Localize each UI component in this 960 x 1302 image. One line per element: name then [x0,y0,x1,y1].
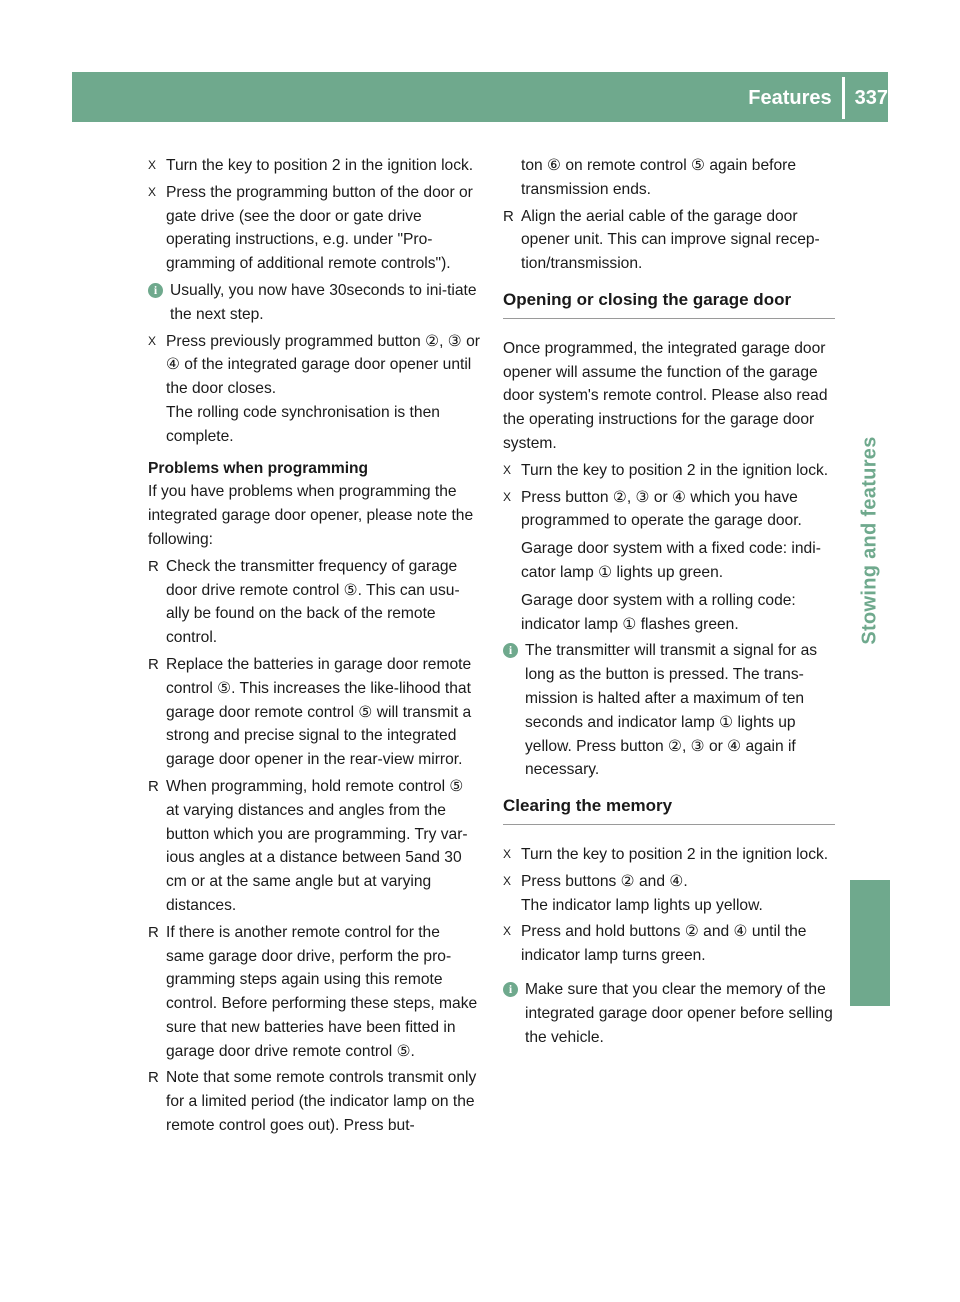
info-icon: i [503,982,518,997]
bullet-text: If there is another remote control for the same garage door drive, perform the pro-gramming steps again using this remote control. Before performing these steps, make sure that new batteries have been fitted in garage door drive remote control ⑤. [166,923,478,1060]
info-icon: i [148,283,163,298]
bullet-text: When programming, hold remote control ⑤ at varying distances and angles from the button which you are programming. Try var-ious angles at a distance between 5and 30 cm or at the same angle but at varying distances. [166,777,468,914]
bullet-item [148,653,480,772]
step-text: Turn the key to position 2 in the ignition lock. [166,157,474,174]
bullet-icon: R [148,1069,159,1087]
step-result: Garage door system with a rolling code: indicator lamp ① flashes green. [521,591,796,633]
step-text: Turn the key to position 2 in the ignition lock. [521,461,829,479]
step-text: Press button ②, ③ or ④ which you have programmed to operate the garage door. [521,488,802,530]
bullet-text: Replace the batteries in garage door remote control ⑤. This increases the like-lihood that garage door remote control ⑤ will transmit a strong and precise signal to the integrated garage door opener in the rear-view mirror. [166,655,472,769]
bullet-text: ton ⑥ on remote control ⑤ again before transmission ends. [521,157,797,198]
bullet-item [148,775,480,918]
section-heading: Problems when programming [148,459,369,477]
step-item [148,330,480,449]
info-note [503,639,835,782]
bullet-icon: R [503,207,514,225]
paragraph: If you have problems when programming the integrated garage door opener, please note the following: [148,483,474,548]
bullet-text: Note that some remote controls transmit only for a limited period (the indicator lamp on the remote control goes out). Press but- [166,1069,477,1135]
step-item [503,459,835,483]
step-arrow-icon: X [148,333,157,348]
section-title: Features [748,86,832,109]
section-heading: Opening or closing the garage door [503,288,835,319]
bullet-item [148,921,480,1064]
step-item [148,154,480,178]
step-text: Press the programming button of the door or gate drive (see the door or gate drive operating instructions, e.g. under "Pro-gramming of additional remote controls"). [166,183,473,273]
step-arrow-icon: X [148,184,157,199]
bullet-icon: R [148,777,159,795]
step-text: Press previously programmed button ②, ③ or ④ of the integrated garage door opener until the door closes. [166,332,480,398]
info-note [503,978,835,1049]
side-tab-label: Stowing and features [858,435,881,645]
header-divider [842,77,845,119]
section-heading: Clearing the memory [503,794,835,825]
step-text: Turn the key to position 2 in the ignition lock. [521,845,829,863]
bullet-text: Align the aerial cable of the garage door opener unit. This can improve signal recep-tion/transmission. [521,207,820,273]
bullet-icon: R [148,923,159,941]
step-arrow-icon: X [503,846,512,861]
step-text: Press and hold buttons ② and ④ until the indicator lamp turns green. [521,923,807,965]
step-arrow-icon: X [503,462,512,477]
bullet-icon: R [148,557,159,575]
bullet-continuation [503,154,835,202]
side-block [850,880,890,1006]
right-column [503,154,835,1052]
page-number: 337 [854,86,888,109]
info-icon: i [503,643,518,658]
step-item [148,181,480,276]
bullet-item [148,555,480,650]
step-item [503,486,835,637]
step-arrow-icon: X [503,924,512,939]
step-item [503,870,835,918]
step-item [503,920,835,968]
step-arrow-icon: X [503,873,512,888]
info-text: The transmitter will transmit a signal for as long as the button is pressed. The trans-mission is halted after a maximum of ten seconds and indicator lamp ① lights up yellow. Press button ②, ③ or ④ again if necessary. [525,642,818,779]
header-section [688,78,888,118]
step-result: Garage door system with a fixed code: indi-cator lamp ① lights up green. [521,540,821,581]
bullet-item [148,1066,480,1137]
step-result: The indicator lamp lights up yellow. [521,896,763,914]
left-column [148,154,480,1141]
step-arrow-icon: X [503,489,512,504]
step-result: The rolling code synchronisation is then complete. [166,403,440,445]
side-tab [850,240,890,840]
step-text: Press buttons ② and ④. [521,872,688,890]
paragraph: Once programmed, the integrated garage door opener will assume the function of the garage door system's remote control. Please also read the operating instructions for the garage door system. [503,339,828,452]
step-arrow-icon: X [148,158,157,172]
info-text: Make sure that you clear the memory of the integrated garage door opener before selling the vehicle. [525,980,833,1046]
bullet-icon: R [148,655,159,673]
bullet-item [503,205,835,276]
step-item [503,843,835,867]
info-note [148,279,480,327]
info-text: Usually, you now have 30seconds to ini-tiate the next step. [170,281,477,323]
bullet-text: Check the transmitter frequency of garage door drive remote control ⑤. This can usu-ally be found on the back of the remote control. [166,557,460,647]
